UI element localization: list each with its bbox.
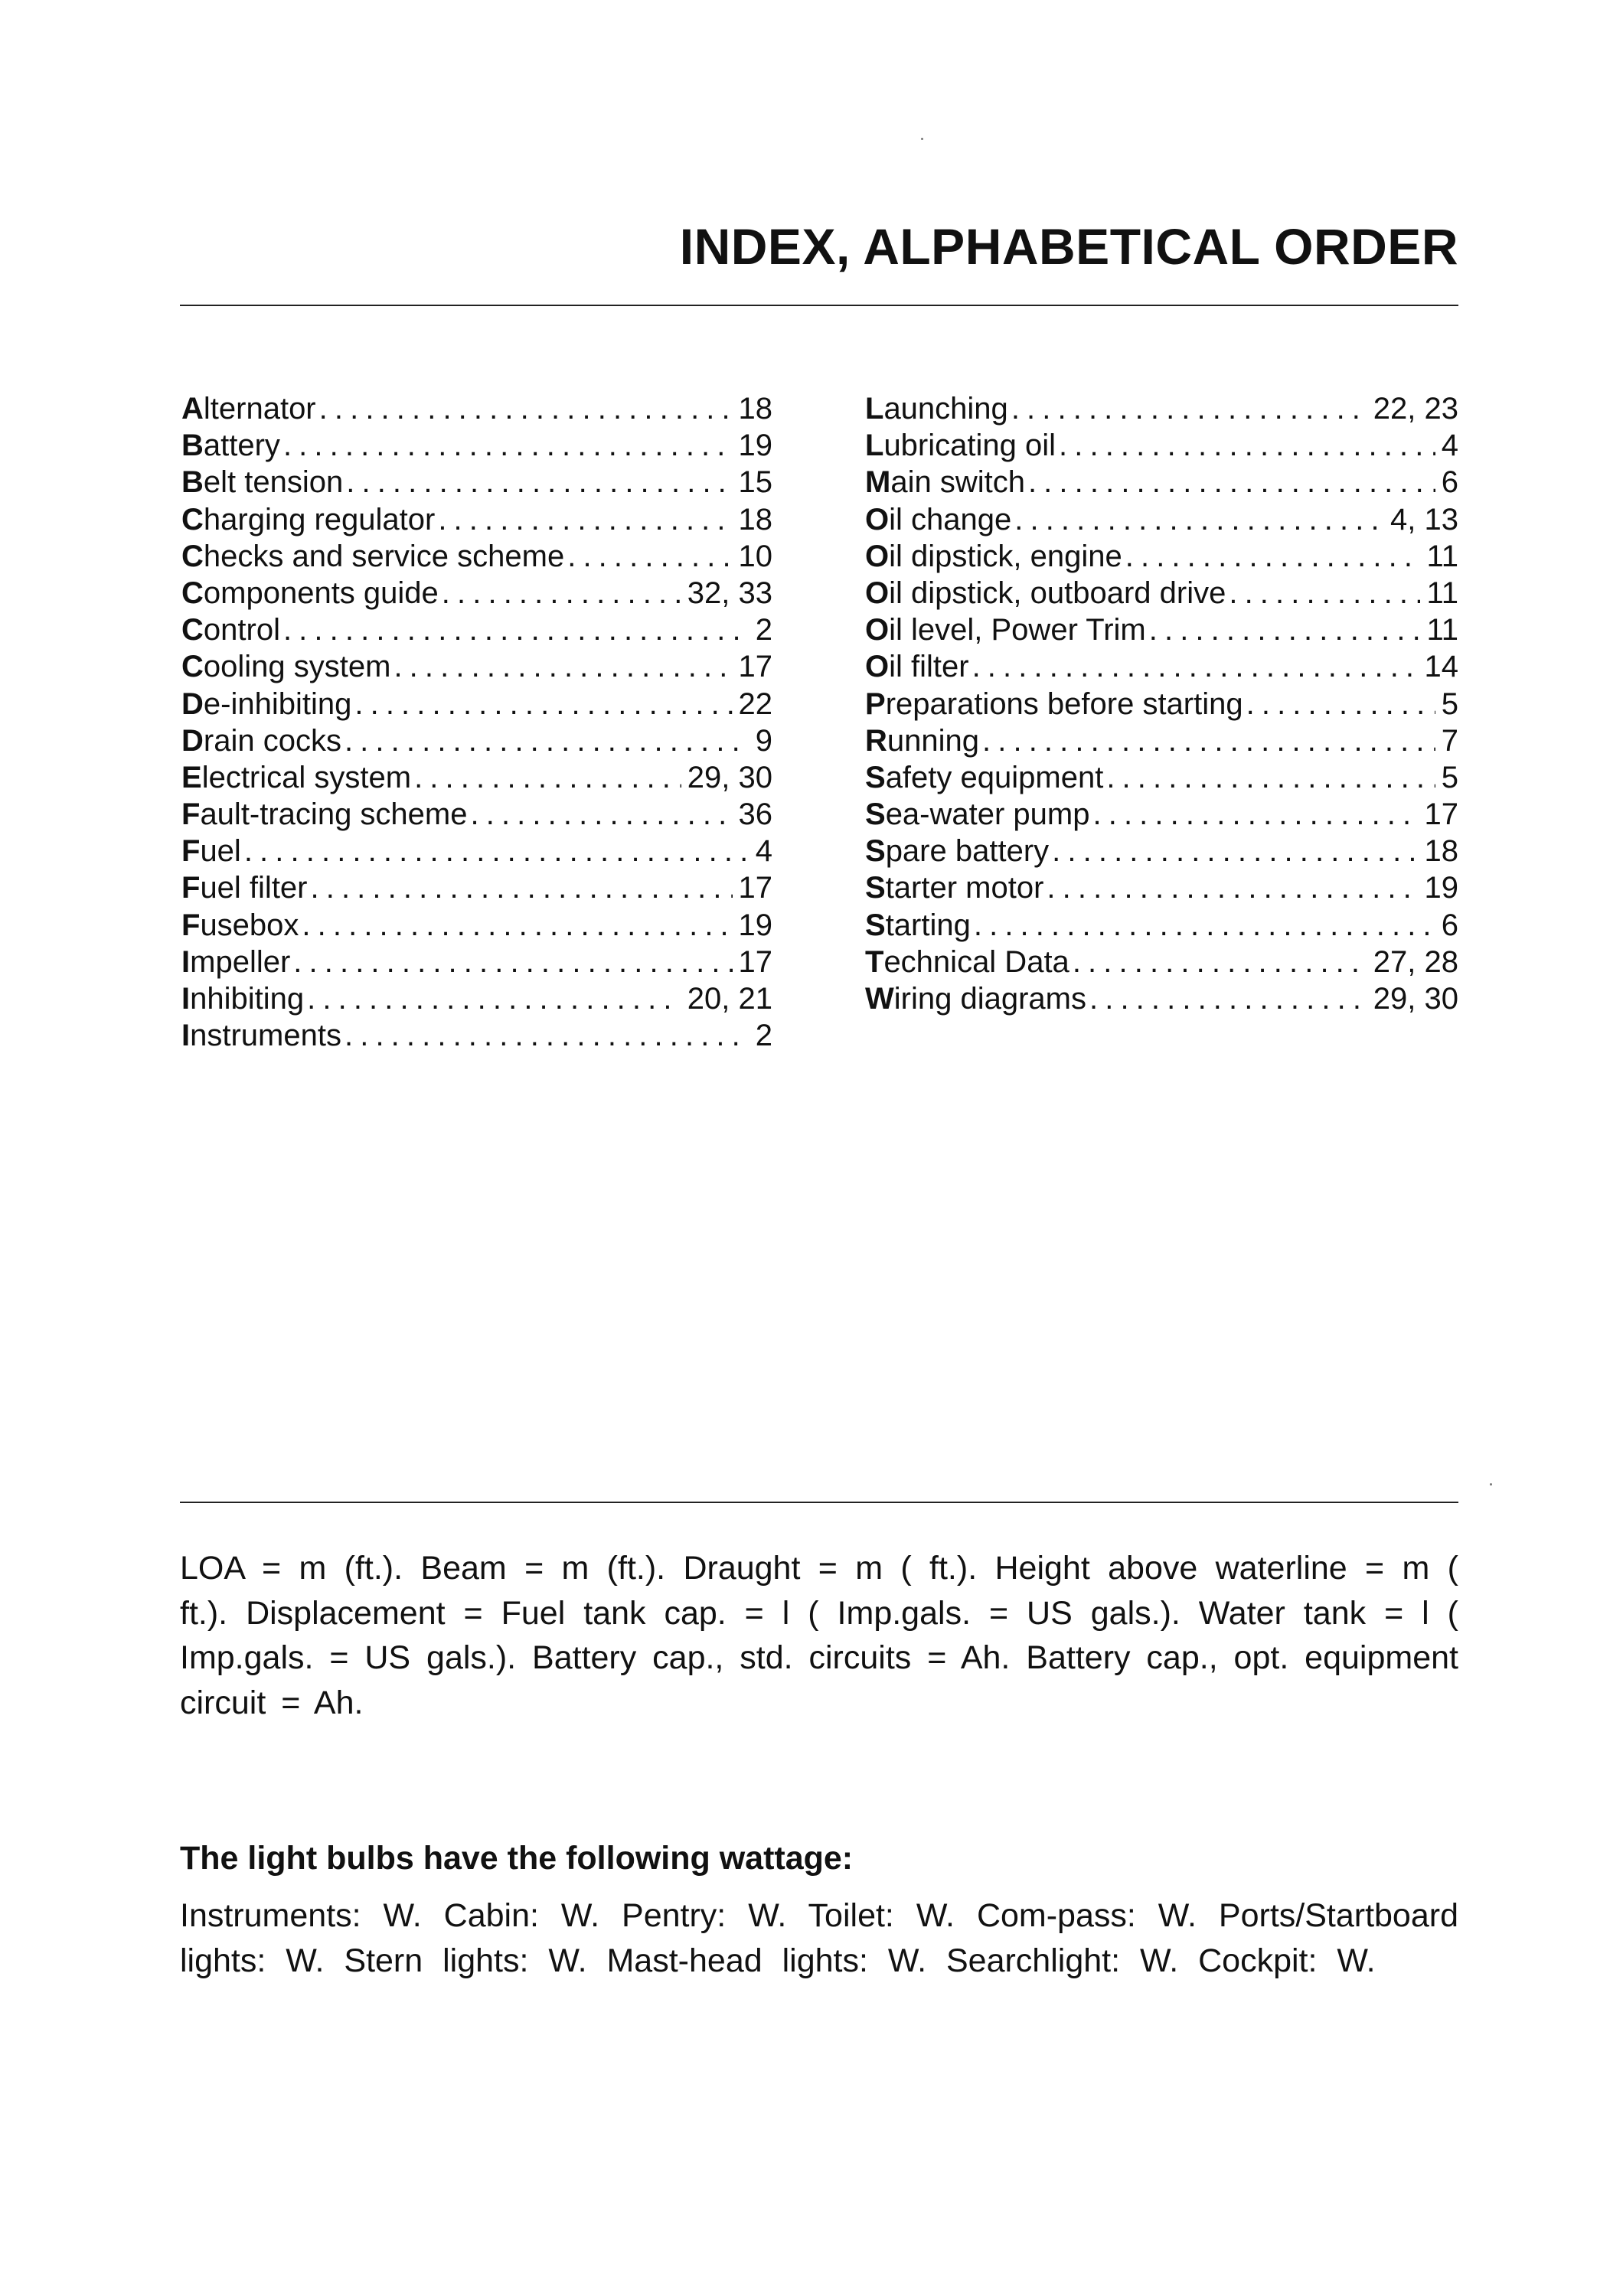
index-entry	[181, 944, 772, 980]
index-entry-page: 11	[1426, 576, 1458, 610]
index-entry-name: Starting	[865, 908, 971, 942]
dot-leader	[283, 612, 749, 648]
index-entry-name: Main switch	[865, 465, 1025, 500]
index-entry	[181, 722, 772, 759]
index-entry	[865, 944, 1458, 980]
index-entry-page: 6	[1441, 908, 1458, 942]
index-entry-page: 17	[738, 650, 772, 684]
dot-leader	[982, 722, 1435, 759]
index-entry-name: Lubricating oil	[865, 429, 1056, 463]
dot-leader	[567, 538, 732, 575]
index-entry-page: 27, 28	[1373, 944, 1458, 979]
index-entry-page: 29, 30	[1373, 982, 1458, 1016]
index-entry-page: 18	[1424, 834, 1458, 869]
dot-leader	[1149, 612, 1421, 648]
page-title: INDEX, ALPHABETICAL ORDER	[679, 218, 1458, 275]
index-entry-page: 4	[1441, 429, 1458, 463]
index-entry-page: 19	[1424, 871, 1458, 905]
dot-leader	[345, 1017, 749, 1054]
dot-leader	[1059, 427, 1435, 464]
title-divider	[180, 305, 1458, 306]
dot-leader	[346, 464, 732, 501]
index-entry	[181, 427, 772, 464]
index-entry-name: Oil dipstick, outboard drive	[865, 576, 1226, 610]
index-entry	[865, 980, 1458, 1017]
dot-leader	[442, 575, 681, 612]
specifications-paragraph: LOA = m (ft.). Beam = m (ft.). Draught = m ( ft.). Height above waterline = m ( ft.). Displacement = Fuel tank cap. = l ( Imp.gals. = US gals.). Water tank = l ( Imp.gals. = US gals.). Battery cap., std. circuits = Ah. Battery cap., opt. equipment circuit = Ah.	[180, 1550, 1458, 1721]
dot-leader	[302, 907, 732, 944]
dot-leader	[1028, 464, 1435, 501]
index-entry	[181, 538, 772, 575]
index-entry-page: 19	[738, 429, 772, 463]
index-entry-name: Oil dipstick, engine	[865, 539, 1122, 573]
index-entry-page: 22	[738, 687, 772, 721]
index-entry-name: Inhibiting	[181, 982, 305, 1016]
index-entry-page: 20, 21	[687, 982, 772, 1016]
index-entry	[865, 722, 1458, 759]
index-entry	[181, 1017, 772, 1054]
index-entry-page: 4	[755, 834, 772, 869]
index-entry-page: 36	[738, 797, 772, 832]
index-entry-name: Battery	[181, 429, 280, 463]
index-entry	[181, 833, 772, 869]
index-entry-page: 11	[1426, 613, 1458, 647]
index-entry-name: Drain cocks	[181, 723, 341, 758]
index-entry	[865, 796, 1458, 833]
index-entry-name: Fuel filter	[181, 871, 308, 905]
index-entry	[865, 538, 1458, 575]
index-entry-name: Wiring diagrams	[865, 982, 1086, 1016]
index-entry	[865, 648, 1458, 685]
index-entry-name: Oil level, Power Trim	[865, 613, 1146, 647]
index-entry-page: 32, 33	[687, 576, 772, 610]
dot-leader	[1089, 980, 1367, 1017]
dot-leader	[1246, 686, 1435, 722]
index-entry	[181, 907, 772, 944]
index-entry-name: Running	[865, 723, 980, 758]
index-entry	[181, 390, 772, 427]
index-entry-page: 17	[738, 944, 772, 979]
index-entry-name: Instruments	[181, 1019, 341, 1053]
index-entry-name: Fusebox	[181, 908, 299, 942]
index-entry-name: Preparations before starting	[865, 687, 1243, 721]
dot-leader	[1011, 390, 1367, 427]
index-entry-page: 10	[738, 539, 772, 573]
index-entry-page: 14	[1424, 650, 1458, 684]
index-entry-name: Technical Data	[865, 944, 1069, 979]
index-entry	[865, 390, 1458, 427]
index-entry	[181, 796, 772, 833]
index-entry-name: De-inhibiting	[181, 687, 352, 721]
dot-leader	[414, 759, 681, 796]
index-entry	[865, 686, 1458, 722]
index-entry-name: Starter motor	[865, 871, 1044, 905]
index-entry	[865, 464, 1458, 501]
index-entry	[865, 833, 1458, 869]
dot-leader	[311, 869, 733, 906]
index-entry	[181, 464, 772, 501]
dot-leader	[1052, 833, 1418, 869]
index-entry-page: 15	[738, 465, 772, 500]
index-entry-page: 19	[738, 908, 772, 942]
index-entry	[181, 759, 772, 796]
index-entry	[865, 501, 1458, 538]
index-entry-name: Alternator	[181, 392, 316, 426]
index-entry	[181, 686, 772, 722]
dot-leader	[470, 796, 732, 833]
index-entry	[865, 612, 1458, 648]
index-entry-page: 2	[755, 1019, 772, 1053]
index-entry-name: Checks and service scheme	[181, 539, 565, 573]
index-entry-page: 5	[1441, 760, 1458, 794]
index-entry	[181, 648, 772, 685]
dot-leader	[1106, 759, 1435, 796]
dot-leader	[1014, 501, 1384, 538]
dot-leader	[972, 648, 1419, 685]
index-entry-name: Oil filter	[865, 650, 969, 684]
index-entry	[865, 869, 1458, 906]
index-entry-name: Belt tension	[181, 465, 344, 500]
index-column-left	[181, 390, 772, 1054]
index-entry-page: 9	[755, 723, 772, 758]
dot-leader	[283, 427, 733, 464]
index-entry-page: 5	[1441, 687, 1458, 721]
dot-leader	[354, 686, 732, 722]
dot-leader	[394, 648, 732, 685]
index-entry-name: Impeller	[181, 944, 291, 979]
index-entry	[181, 612, 772, 648]
index-entry-page: 17	[1424, 797, 1458, 832]
index-entry	[865, 907, 1458, 944]
index-entry-name: Safety equipment	[865, 760, 1104, 794]
scan-speck	[1490, 1483, 1492, 1486]
section-divider	[180, 1502, 1458, 1503]
index-column-right	[865, 390, 1458, 1017]
dot-leader	[319, 390, 733, 427]
dot-leader	[974, 907, 1435, 944]
index-entry-name: Sea-water pump	[865, 797, 1090, 832]
dot-leader	[1047, 869, 1418, 906]
index-entry-name: Cooling system	[181, 650, 391, 684]
index-entry-name: Spare battery	[865, 834, 1050, 869]
index-entry	[865, 575, 1458, 612]
light-bulbs-heading: The light bulbs have the following wattage:	[180, 1840, 854, 1877]
index-entry-name: Control	[181, 613, 280, 647]
dot-leader	[1073, 944, 1367, 980]
index-entry	[865, 759, 1458, 796]
index-entry	[181, 575, 772, 612]
index-entry	[865, 427, 1458, 464]
index-entry-page: 4, 13	[1390, 502, 1458, 536]
dot-leader	[345, 722, 749, 759]
index-entry-page: 11	[1426, 539, 1458, 573]
scan-speck	[921, 138, 923, 140]
index-entry-name: Charging regulator	[181, 502, 436, 536]
dot-leader	[1229, 575, 1420, 612]
dot-leader	[1092, 796, 1418, 833]
index-entry-page: 18	[738, 392, 772, 426]
index-entry-page: 18	[738, 502, 772, 536]
dot-leader	[1125, 538, 1421, 575]
index-entry-page: 22, 23	[1373, 392, 1458, 426]
index-entry-name: Fuel	[181, 834, 241, 869]
index-entry-name: Electrical system	[181, 760, 412, 794]
index-entry-name: Launching	[865, 392, 1008, 426]
dot-leader	[293, 944, 732, 980]
dot-leader	[438, 501, 732, 538]
index-entry-page: 6	[1441, 465, 1458, 500]
index-entry	[181, 501, 772, 538]
index-entry-name: Components guide	[181, 576, 439, 610]
index-entry-name: Fault-tracing scheme	[181, 797, 468, 832]
index-entry	[181, 980, 772, 1017]
index-entry-name: Oil change	[865, 502, 1012, 536]
dot-leader	[244, 833, 749, 869]
index-entry-page: 7	[1441, 723, 1458, 758]
index-entry-page: 17	[738, 871, 772, 905]
light-bulbs-paragraph: Instruments: W. Cabin: W. Pentry: W. Toilet: W. Com-pass: W. Ports/Startboard lights: W. Stern lights: W. Mast-head lights: W. Searchlight: W. Cockpit: W.	[180, 1897, 1458, 1979]
index-entry	[181, 869, 772, 906]
index-entry-page: 2	[755, 613, 772, 647]
index-entry-page: 29, 30	[687, 760, 772, 794]
dot-leader	[307, 980, 681, 1017]
